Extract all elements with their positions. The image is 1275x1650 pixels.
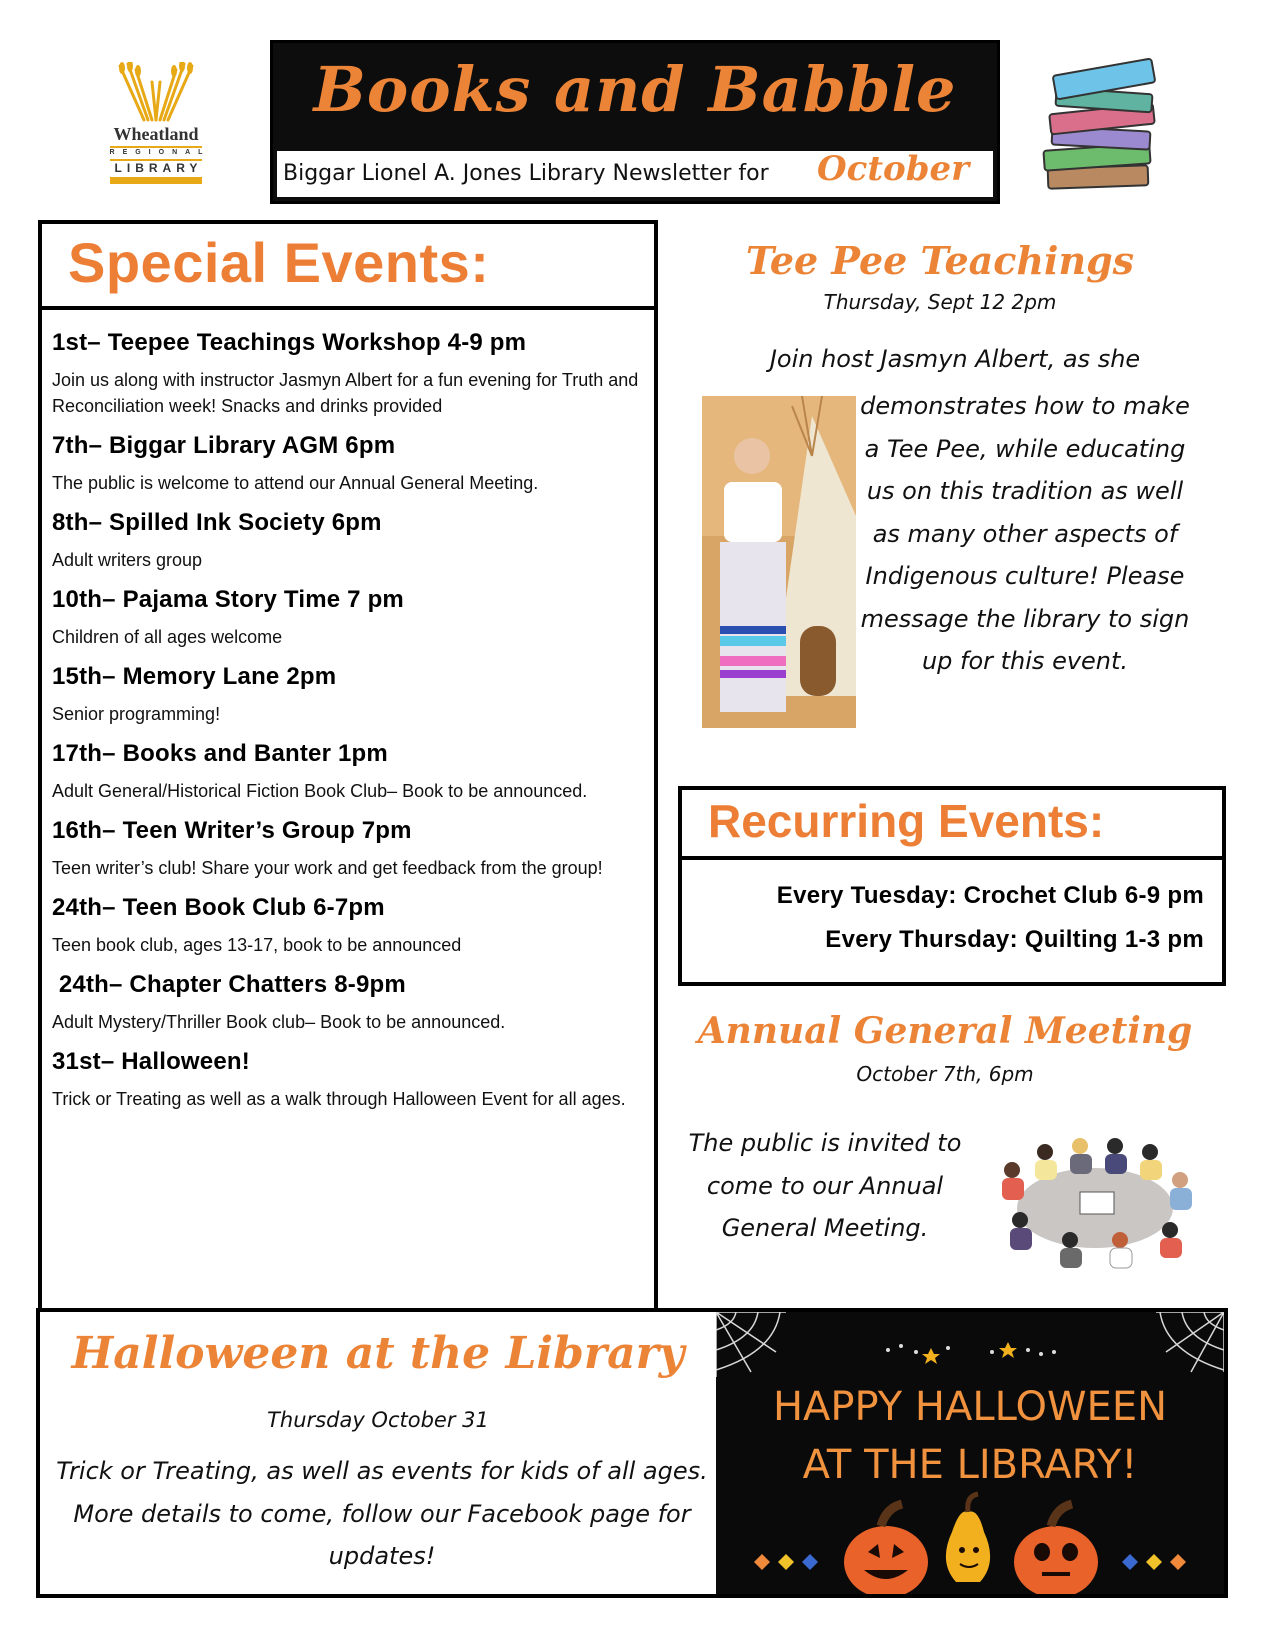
wheatland-library-logo xyxy=(100,62,212,182)
banner-line-2: AT THE LIBRARY! xyxy=(802,1442,1138,1488)
halloween-banner xyxy=(716,1312,1224,1594)
event-title: 15th– Memory Lane 2pm xyxy=(52,663,337,690)
masthead xyxy=(270,40,1000,204)
teepee-date: Thursday, Sept 12 2pm xyxy=(823,290,1057,314)
logo-name: Wheatland xyxy=(113,124,199,144)
halloween-body: Trick or Treating, as well as events for kids of all ages. More details to come, follow our Facebook page for updates! xyxy=(56,1457,708,1570)
spider-web-icon xyxy=(716,1312,1224,1377)
event-description: Children of all ages welcome xyxy=(52,627,283,647)
special-events-section xyxy=(38,220,658,1310)
event-item xyxy=(52,326,642,419)
event-description: Trick or Treating as well as a walk through Halloween Event for all ages. xyxy=(52,1089,626,1109)
event-item xyxy=(52,891,642,958)
moon-icon xyxy=(950,1332,968,1368)
event-item xyxy=(52,583,642,650)
event-title: 17th– Books and Banter 1pm xyxy=(52,740,388,767)
agm-body: The public is invited to come to our Annual General Meeting. xyxy=(688,1129,962,1242)
event-item xyxy=(52,1045,642,1112)
halloween-banner-text xyxy=(716,1378,1224,1494)
logo-regional: REGIONAL xyxy=(109,149,211,156)
event-description: Senior programming! xyxy=(52,704,221,724)
recurring-event-item: Every Tuesday: Crochet Club 6-9 pm xyxy=(776,882,1204,909)
recurring-events-heading: Recurring Events: xyxy=(708,795,1105,847)
event-title: 16th– Teen Writer’s Group 7pm xyxy=(52,817,412,844)
recurring-events-header xyxy=(682,790,1222,860)
event-item xyxy=(52,660,642,727)
event-item xyxy=(52,429,642,496)
event-title: 8th– Spilled Ink Society 6pm xyxy=(52,509,382,536)
event-item xyxy=(52,737,642,804)
newsletter-month: October xyxy=(817,149,970,189)
special-events-list xyxy=(52,326,642,1122)
gourd-icon xyxy=(946,1494,990,1582)
special-events-heading: Special Events: xyxy=(68,231,490,294)
event-title: 24th– Teen Book Club 6-7pm xyxy=(52,894,385,921)
pumpkin-icon xyxy=(844,1504,928,1594)
newsletter-title: Books and Babble xyxy=(313,53,957,126)
event-title: 10th– Pajama Story Time 7 pm xyxy=(52,586,404,613)
pumpkin-icon xyxy=(1014,1504,1098,1594)
agm-title: Annual General Meeting xyxy=(697,1010,1193,1052)
newsletter-subtitle: Biggar Lionel A. Jones Library Newsletter for xyxy=(283,161,769,186)
event-description: Adult General/Historical Fiction Book Club– Book to be announced. xyxy=(52,781,588,801)
agm-date: October 7th, 6pm xyxy=(856,1062,1034,1086)
event-title: 1st– Teepee Teachings Workshop 4-9 pm xyxy=(52,329,527,356)
event-title: 31st– Halloween! xyxy=(52,1048,250,1075)
teepee-title: Tee Pee Teachings xyxy=(745,238,1135,283)
event-description: Teen book club, ages 13-17, book to be announced xyxy=(52,935,462,955)
event-item xyxy=(52,506,642,573)
recurring-events-section xyxy=(678,786,1226,986)
halloween-section xyxy=(36,1308,1228,1598)
special-events-header xyxy=(42,224,654,310)
recurring-event-item: Every Thursday: Quilting 1-3 pm xyxy=(825,926,1204,953)
event-description: The public is welcome to attend our Annual General Meeting. xyxy=(52,473,539,493)
event-description: Join us along with instructor Jasmyn Albert for a fun evening for Truth and Reconciliation week! Snacks and drinks provided xyxy=(52,370,639,416)
halloween-info xyxy=(40,1312,716,1594)
event-item xyxy=(52,814,642,881)
event-description: Teen writer’s club! Share your work and get feedback from the group! xyxy=(52,858,603,878)
teepee-body: demonstrates how to make a Tee Pee, while educating us on this tradition as well as many other aspects of Indigenous culture! Please message the library to sign up for this event. xyxy=(860,392,1190,675)
subtitle-bar xyxy=(277,151,993,197)
event-title: 7th– Biggar Library AGM 6pm xyxy=(52,432,396,459)
wheat-icon xyxy=(114,62,198,124)
banner-line-1: HAPPY HALLOWEEN xyxy=(772,1384,1168,1430)
halloween-title: Halloween at the Library xyxy=(71,1328,685,1379)
logo-library: LIBRARY xyxy=(114,161,203,175)
event-item xyxy=(52,968,642,1035)
event-title: 24th– Chapter Chatters 8-9pm xyxy=(52,971,406,998)
instructor-with-teepee-photo xyxy=(702,396,856,728)
halloween-date: Thursday October 31 xyxy=(267,1408,489,1432)
stack-of-books-icon xyxy=(1040,55,1170,190)
teepee-body-intro: Join host Jasmyn Albert, as she xyxy=(769,345,1141,373)
meeting-table-illustration xyxy=(990,1130,1200,1270)
event-description: Adult Mystery/Thriller Book club– Book to be announced. xyxy=(52,1012,506,1032)
event-description: Adult writers group xyxy=(52,550,203,570)
